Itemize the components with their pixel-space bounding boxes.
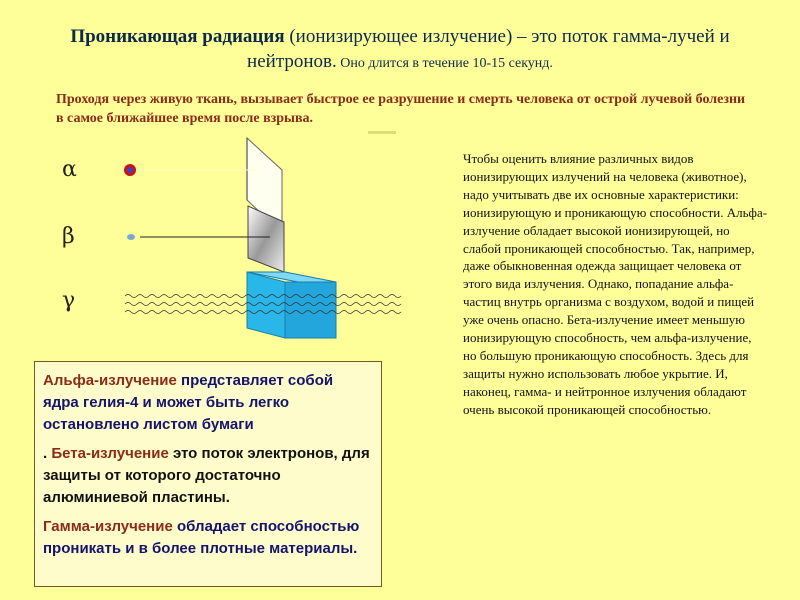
- cube-side: [285, 282, 336, 338]
- alpha-particle-core: [127, 167, 133, 173]
- beta-label: β: [62, 224, 75, 249]
- beta-prefix: .: [43, 445, 52, 462]
- subtitle: Проходя через живую ткань, вызывает быстрое ее разрушение и смерть человека от острой лучевой болезни в самое ближайшее время после взрыва.: [56, 92, 746, 126]
- alpha-text: представляет собой ядра гелия-4 и может быть легко остановлено листом бумаги: [43, 372, 334, 433]
- beta-paragraph: [43, 443, 373, 509]
- beta-term: Бета-излучение: [51, 445, 169, 462]
- beta-particle: [127, 234, 135, 240]
- info-box: [34, 361, 382, 587]
- title-small: Оно длится в течение 10-15 секунд.: [336, 56, 553, 71]
- alpha-label: α: [62, 157, 77, 182]
- alpha-paragraph: [43, 370, 373, 436]
- alpha-term: Альфа-излучение: [43, 372, 177, 389]
- gamma-text: обладает способностью проникать и в более плотные материалы.: [43, 518, 360, 557]
- gamma-paragraph: [43, 516, 373, 560]
- explanation-text: Чтобы оценить влияние различных видов ионизирующих излучений на человека (животное), надо учитывать две их основные характеристики: ионизирующую и проникающую способности. Альфа-излучение обладает высокой ионизирующей, но слабой проникающей способностью. Так, например, даже обыкновенная одежда защищает человека от этого вида излучения. Однако, попадание альфа-частиц внутрь организма с воздухом, водой и пищей уже очень опасно. Бета-излучение имеет меньшую ионизирующую способность, чем альфа-излучение, но большую проникающую способность. Здесь для защиты нужно использовать любое укрытие. И, наконец, гамма- и нейтронное излучения обладают очень высокой проникающей способностью.: [463, 151, 768, 417]
- gamma-label: γ: [62, 288, 76, 313]
- title-bold: Проникающая радиация: [70, 26, 285, 47]
- beta-text: это поток электронов, для защиты от которого достаточно алюминиевой пластины.: [43, 445, 370, 506]
- title-rest: (ионизирующее излучение) – это поток гамма-лучей и нейтронов.: [247, 26, 730, 72]
- gamma-term: Гамма-излучение: [43, 518, 173, 535]
